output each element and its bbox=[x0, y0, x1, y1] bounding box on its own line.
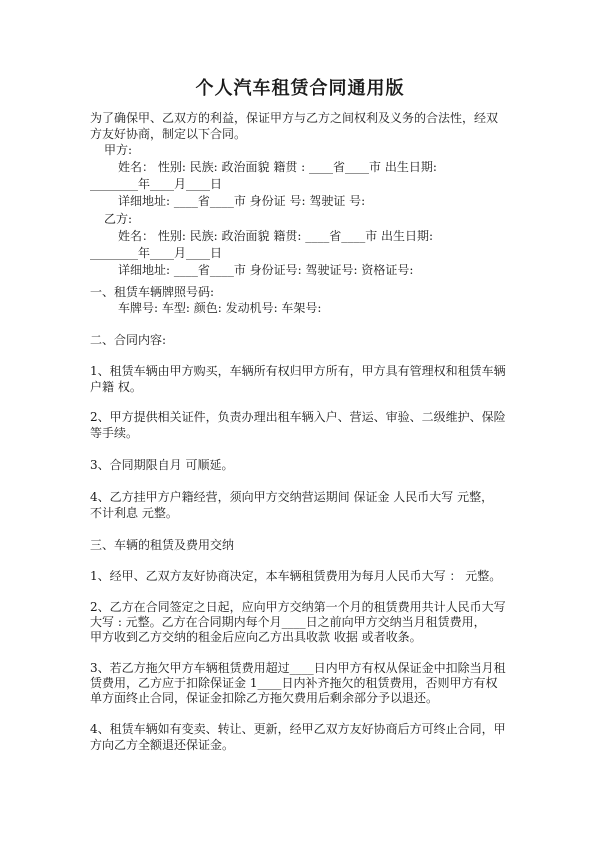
section-3-p3-line-1: 3、若乙方拖欠甲方车辆租赁费用超过____日内甲方有权从保证金中扣除当月租 bbox=[90, 661, 506, 675]
section-2-p1-line-1: 1、租赁车辆由甲方购买，车辆所有权归甲方所有，甲方具有管理权和租赁车辆 bbox=[90, 364, 506, 378]
section-2-p3-line-1: 3、合同期限自月 可顺延。 bbox=[90, 458, 234, 472]
section-3-p2-line-1: 2、乙方在合同签定之日起，应向甲方交纳第一个月的租赁费用共计人民币大写 bbox=[90, 600, 506, 614]
party-a-line-3: 详细地址: ____省____市 身份证 号: 驾驶证 号: bbox=[118, 194, 366, 208]
section-3-p3-line-3: 单方面终止合同，保证金扣除乙方拖欠费用后剩余部分予以退还。 bbox=[90, 691, 439, 705]
intro-line-2: 方友好协商，制定以下合同。 bbox=[90, 127, 247, 141]
section-1-heading: 一、租赁车辆牌照号码: bbox=[90, 285, 215, 299]
party-b-line-2: ________年____月____日 bbox=[90, 246, 223, 260]
section-2-heading: 二、合同内容: bbox=[90, 333, 167, 347]
section-2-p4-line-2: 不计利息 元整。 bbox=[90, 506, 178, 520]
party-a-label: 甲方: bbox=[104, 143, 133, 157]
section-3-p2-line-3: 甲方收到乙方交纳的租金后应向乙方出具收款 收据 或者收条。 bbox=[90, 630, 422, 644]
section-3-p2-line-2: 大写 : 元整。乙方在合同期内每个月____日之前向甲方交纳当月租赁费用， bbox=[90, 615, 486, 629]
section-2-p2-line-2: 等手续。 bbox=[90, 426, 139, 440]
intro-line-1: 为了确保甲、乙双方的利益，保证甲方与乙方之间权利及义务的合法性，经双 bbox=[90, 111, 499, 125]
section-1-fields: 车牌号: 车型: 颜色: 发动机号: 车架号: bbox=[118, 301, 322, 315]
section-2-p4-line-1: 4、乙方挂甲方户籍经营，须向甲方交纳营运期间 保证金 人民币大写 元整， bbox=[90, 490, 494, 504]
party-a-line-1: 姓名： 性别: 民族: 政治面貌 籍贯 : ____省____市 出生日期: bbox=[118, 160, 437, 174]
section-3-p3-line-2: 赁费用，乙方应于扣除保证金 1____日内补齐拖欠的租赁费用，否则甲方有权 bbox=[90, 676, 498, 690]
party-b-label: 乙方: bbox=[104, 212, 133, 226]
party-b-line-1: 姓名： 性别: 民族: 政治面貌 籍贯: ____省____市 出生日期: bbox=[118, 229, 434, 243]
section-3-p4-line-2: 方向乙方全额退还保证金。 bbox=[90, 738, 235, 752]
party-b-line-3: 详细地址: ____省____市 身份证号: 驾驶证号: 资格证号: bbox=[118, 263, 414, 277]
section-2-p2-line-1: 2、甲方提供相关证件，负责办理出租车辆入户、营运、审验、二级维护、保险 bbox=[90, 410, 506, 424]
section-3-p4-line-1: 4、租赁车辆如有变卖、转让、更新，经甲乙双方友好协商后方可终止合同，甲 bbox=[90, 722, 506, 736]
party-a-line-2: ________年____月____日 bbox=[90, 177, 223, 191]
section-3-p1-line-1: 1、经甲、乙双方友好协商决定，本车辆租赁费用为每月人民币大写 ： 元整。 bbox=[90, 569, 502, 583]
document-title: 个人汽车租赁合同通用版 bbox=[195, 78, 405, 99]
section-3-heading: 三、车辆的租赁及费用交纳 bbox=[90, 538, 235, 552]
section-2-p1-line-2: 户籍 权。 bbox=[90, 380, 142, 394]
